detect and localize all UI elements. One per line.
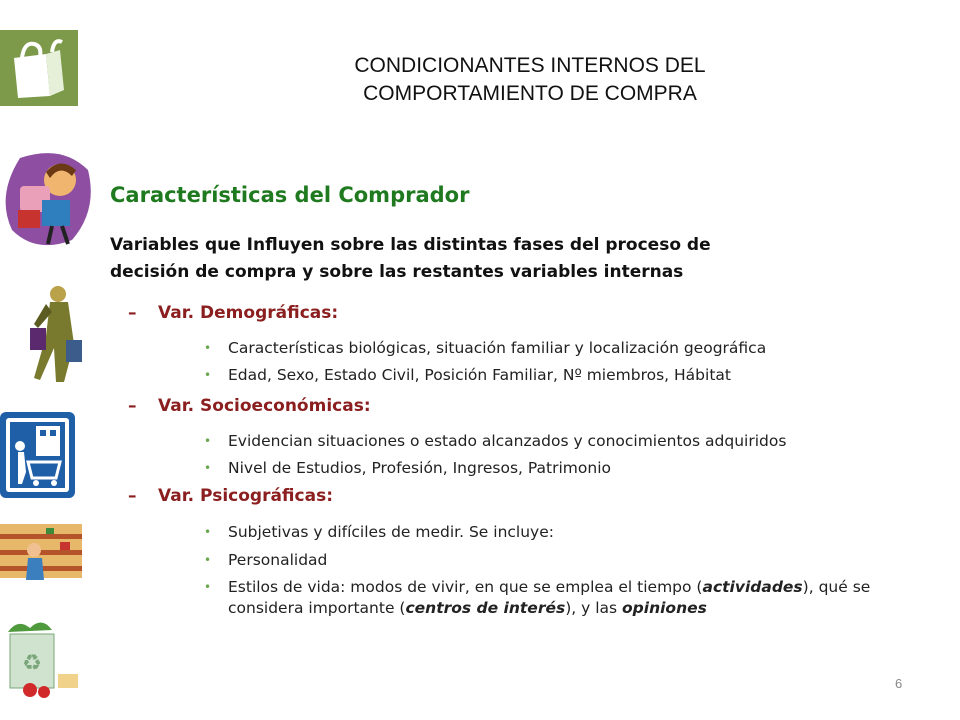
bullet-text: Características biológicas, situación familiar y localización geográfica — [228, 339, 767, 357]
svg-text:♻: ♻ — [22, 651, 42, 676]
slide-title — [270, 52, 790, 108]
bullet-dot: • — [204, 341, 212, 355]
lifestyle-emphasis: opiniones — [622, 599, 707, 617]
grocery-store-illustration — [0, 520, 82, 582]
bullet-text: Edad, Sexo, Estado Civil, Posición Familiar, Nº miembros, Hábitat — [228, 366, 731, 384]
dash-marker: – — [128, 303, 137, 323]
bullet-dot: • — [204, 368, 212, 382]
intro-line1: Variables que Influyen sobre las distintas fases del proceso de — [110, 235, 711, 255]
bullet-item — [204, 338, 904, 359]
bullet-dot: • — [204, 580, 212, 594]
bullet-item-lifestyle — [204, 577, 884, 619]
bullet-text: Nivel de Estudios, Profesión, Ingresos, Patrimonio — [228, 459, 611, 477]
bullet-dot: • — [204, 434, 212, 448]
bullet-dot: • — [204, 461, 212, 475]
category-socioeconomicas — [128, 396, 371, 416]
grocery-bag-illustration — [2, 618, 80, 700]
shopping-bag-icon — [0, 30, 78, 106]
supermarket-sign-icon — [0, 412, 75, 498]
bullet-text: Personalidad — [228, 551, 328, 569]
bullet-item — [204, 522, 904, 543]
slide-title-line2: COMPORTAMIENTO DE COMPRA — [363, 82, 697, 105]
dash-marker: – — [128, 486, 137, 506]
bullet-dot: • — [204, 553, 212, 567]
category-label: Var. Psicográficas: — [158, 486, 333, 506]
bullet-text: Evidencian situaciones o estado alcanzados y conocimientos adquiridos — [228, 432, 787, 450]
dash-marker: – — [128, 396, 137, 416]
category-psicograficas — [128, 486, 333, 506]
bullet-item — [204, 431, 904, 452]
lifestyle-emphasis: actividades — [702, 578, 803, 596]
lifestyle-text: ), qué se considera importante ( — [228, 578, 871, 617]
intro-paragraph — [110, 232, 870, 286]
bullet-text: Subjetivas y difíciles de medir. Se incluye: — [228, 523, 554, 541]
bullet-item — [204, 550, 904, 571]
bullet-dot: • — [204, 525, 212, 539]
intro-line2: decisión de compra y sobre las restantes variables internas — [110, 262, 684, 282]
fashion-figure-illustration — [26, 284, 86, 384]
lifestyle-text: Estilos de vida: modos de vivir, en que se emplea el tiempo ( — [228, 578, 703, 596]
bullet-item — [204, 365, 904, 386]
category-label: Var. Socioeconómicas: — [158, 396, 371, 416]
category-label: Var. Demográficas: — [158, 303, 339, 323]
lifestyle-text: ), y las — [565, 599, 623, 617]
slide-title-line1: CONDICIONANTES INTERNOS DEL — [354, 54, 706, 77]
section-heading: Características del Comprador — [110, 183, 470, 207]
bullet-text — [204, 577, 884, 619]
shopper-illustration — [2, 150, 94, 248]
bullet-item — [204, 458, 904, 479]
lifestyle-emphasis: centros de interés — [405, 599, 566, 617]
category-demograficas — [128, 303, 338, 323]
page-number: 6 — [895, 676, 903, 691]
